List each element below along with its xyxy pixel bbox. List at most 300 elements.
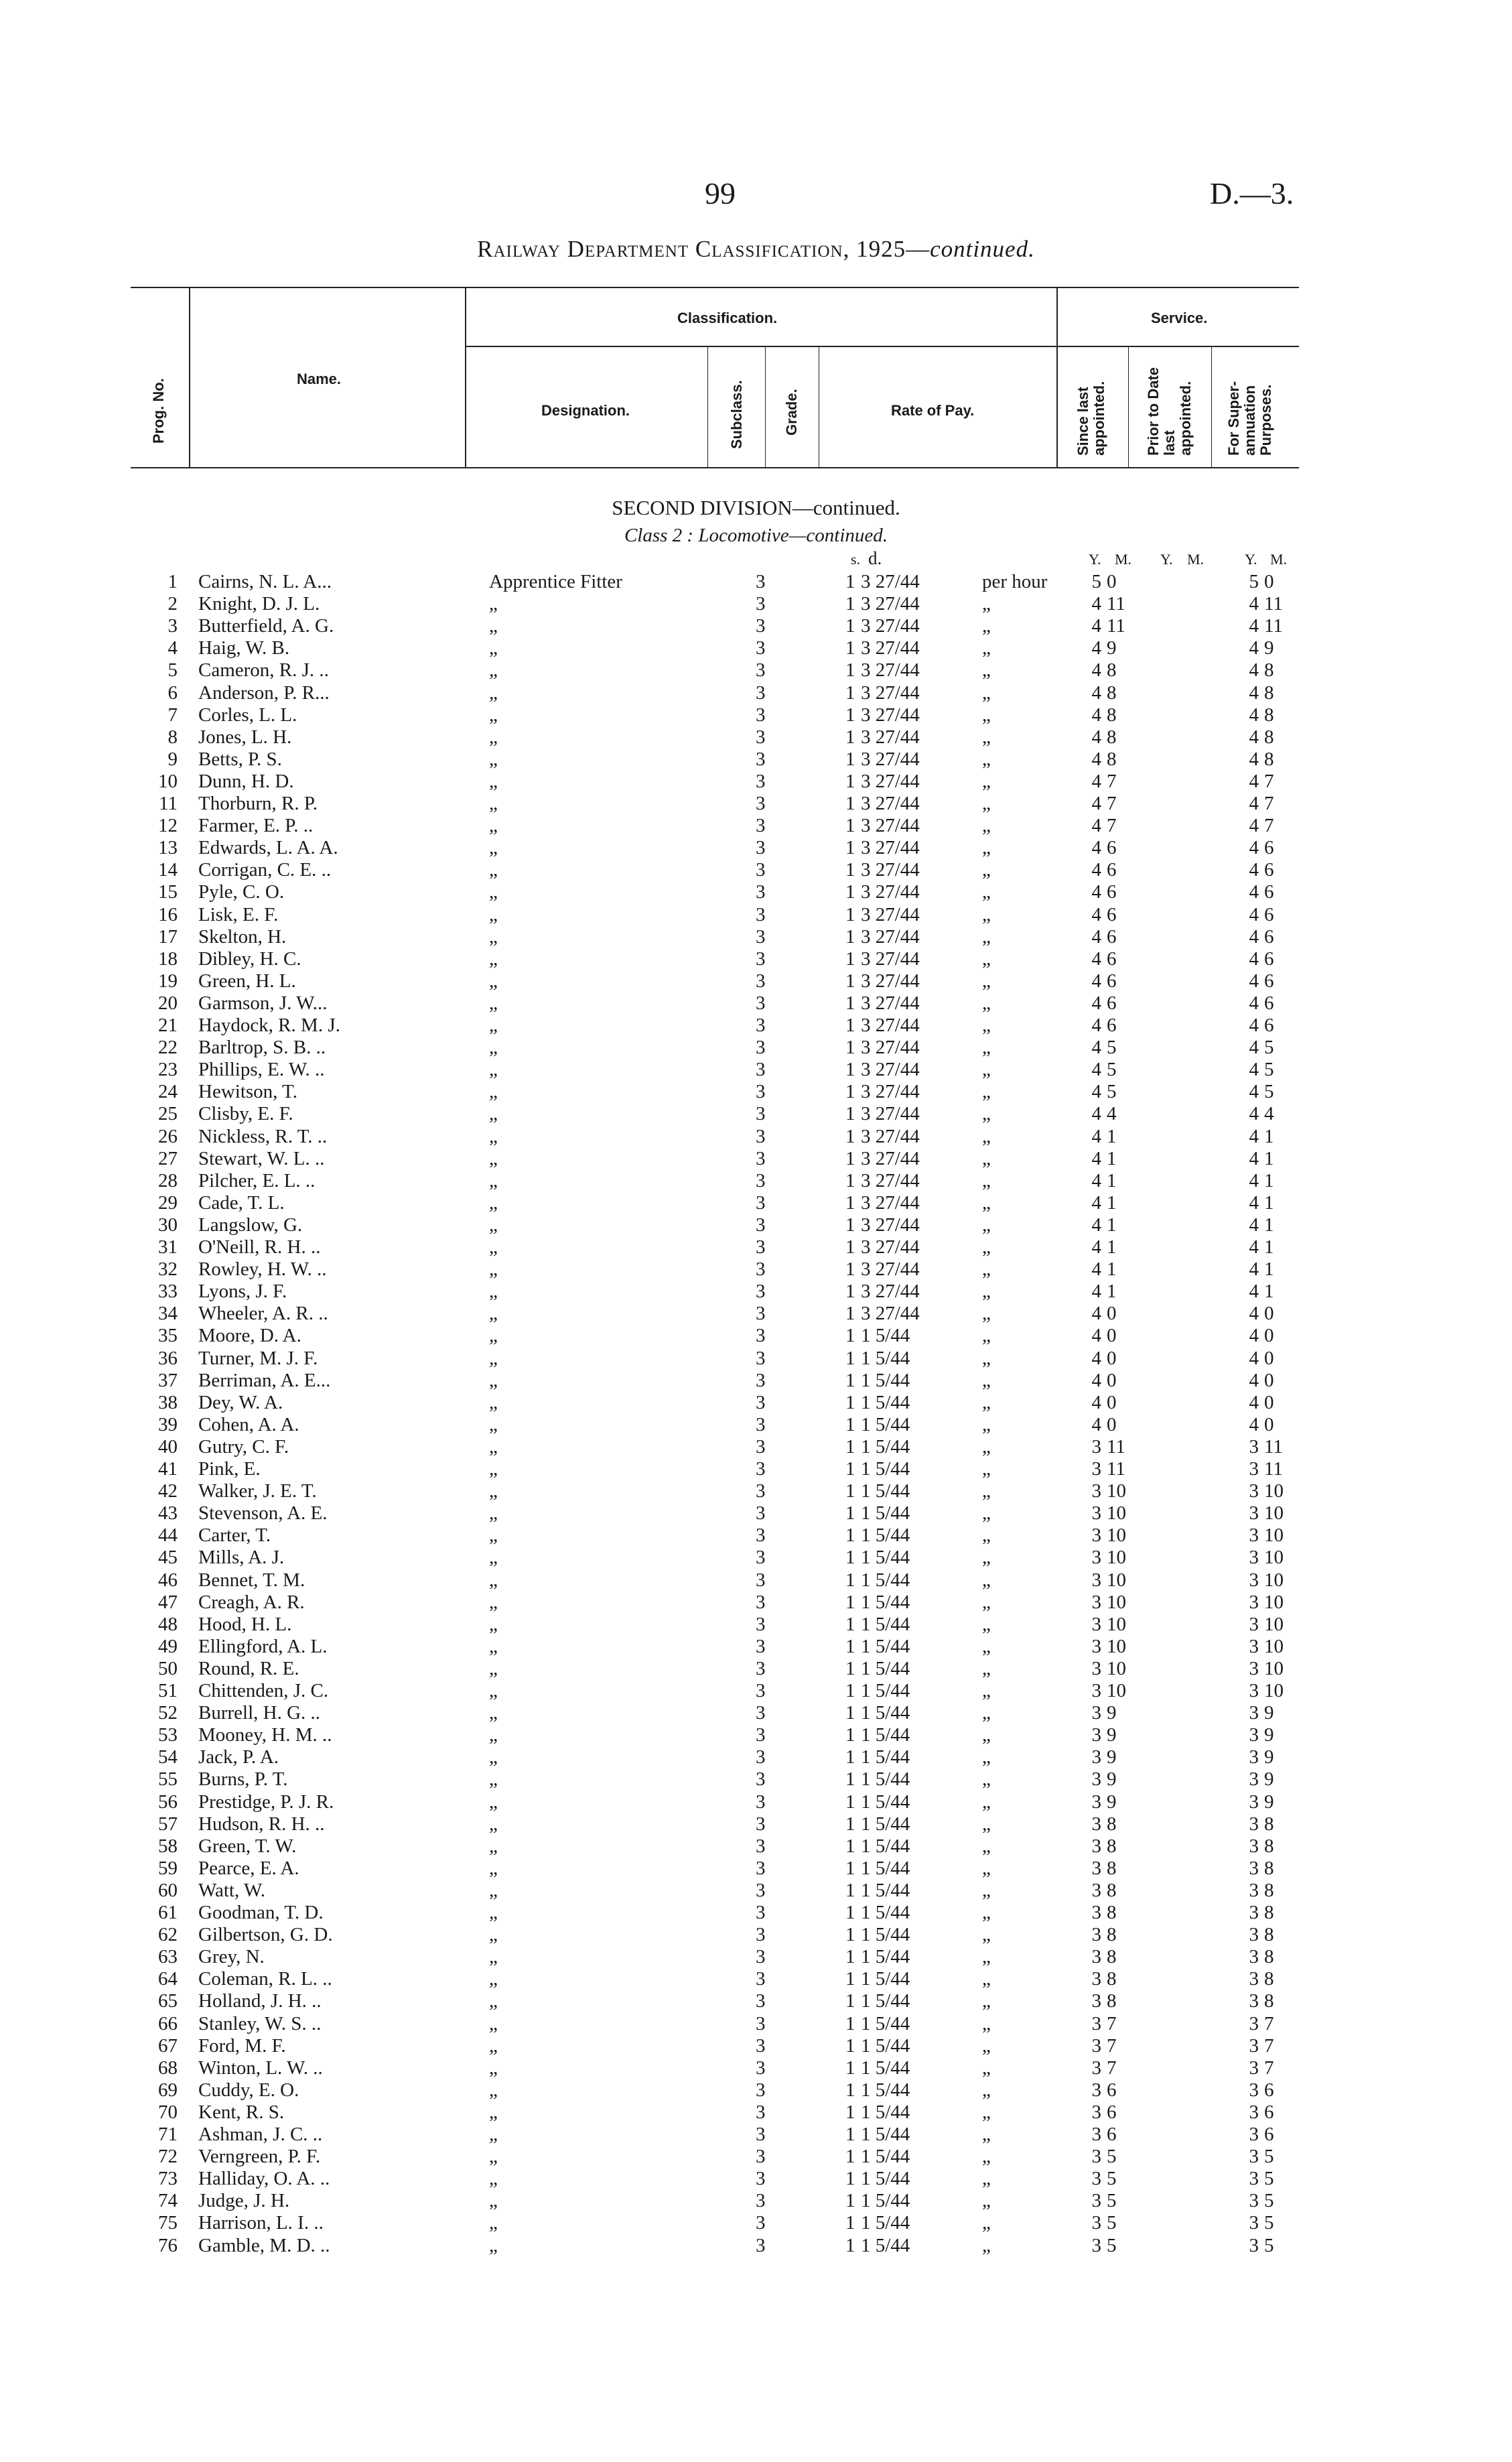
super-years: 4 <box>1249 615 1259 637</box>
super-months: 5 <box>1264 2190 1274 2211</box>
since-months: 10 <box>1107 1636 1126 1657</box>
since-months: 7 <box>1107 815 1117 836</box>
super-months: 8 <box>1264 1902 1274 1923</box>
super-years: 3 <box>1249 2124 1259 2145</box>
rate-of-pay: 3 27/44 <box>861 615 920 637</box>
subclass: 3 <box>756 1968 766 1990</box>
since-years: 3 <box>1091 1458 1101 1480</box>
table-row <box>0 904 1512 925</box>
rate-of-pay: 1 5/44 <box>861 1414 910 1435</box>
super-years: 4 <box>1249 904 1259 925</box>
since-years: 3 <box>1091 1746 1101 1768</box>
grade: 1 <box>845 2035 855 2057</box>
table-row <box>0 1480 1512 1502</box>
super-months: 1 <box>1264 1192 1274 1214</box>
since-years: 3 <box>1091 1525 1101 1546</box>
table-row <box>0 704 1512 726</box>
super-months: 9 <box>1264 1746 1274 1768</box>
designation: „ <box>489 1214 498 1236</box>
designation: „ <box>489 948 498 970</box>
since-months: 5 <box>1107 2168 1117 2189</box>
since-months: 6 <box>1107 2079 1117 2101</box>
row-number: 35 <box>158 1325 178 1346</box>
grade: 1 <box>845 682 855 704</box>
row-number: 17 <box>158 926 178 948</box>
super-years: 4 <box>1249 1258 1259 1280</box>
table-row <box>0 1170 1512 1191</box>
designation: „ <box>489 881 498 903</box>
since-months: 8 <box>1107 1880 1117 1901</box>
employee-name: Ellingford, A. L. <box>198 1636 328 1657</box>
subclass: 3 <box>756 1392 766 1413</box>
super-years: 4 <box>1249 815 1259 836</box>
employee-name: Pilcher, E. L. .. <box>198 1170 316 1191</box>
employee-name: Round, R. E. <box>198 1658 299 1679</box>
designation: „ <box>489 726 498 748</box>
table-row <box>0 1525 1512 1546</box>
rate-of-pay: 1 5/44 <box>861 1636 910 1657</box>
super-years: 4 <box>1249 682 1259 704</box>
row-number: 55 <box>158 1768 178 1790</box>
grade: 1 <box>845 1880 855 1901</box>
table-row <box>0 749 1512 770</box>
rate-unit: „ <box>982 1547 991 1568</box>
rate-unit: „ <box>982 1392 991 1413</box>
super-years: 4 <box>1249 1370 1259 1391</box>
since-years: 4 <box>1091 1414 1101 1435</box>
since-months: 10 <box>1107 1502 1126 1524</box>
rate-unit: „ <box>982 1680 991 1701</box>
super-months: 7 <box>1264 793 1274 814</box>
grade: 1 <box>845 1258 855 1280</box>
rate-of-pay: 1 5/44 <box>861 1724 910 1746</box>
super-months: 9 <box>1264 1768 1274 1790</box>
employee-name: Mooney, H. M. .. <box>198 1724 332 1746</box>
super-years: 4 <box>1249 704 1259 726</box>
grade: 1 <box>845 2212 855 2233</box>
since-years: 4 <box>1091 1170 1101 1191</box>
table-row <box>0 1569 1512 1591</box>
row-number: 20 <box>158 992 178 1014</box>
super-months: 10 <box>1264 1480 1284 1502</box>
employee-name: Verngreen, P. F. <box>198 2146 321 2167</box>
row-number: 37 <box>158 1370 178 1391</box>
employee-name: Prestidge, P. J. R. <box>198 1791 334 1813</box>
designation: „ <box>489 1614 498 1635</box>
super-years: 3 <box>1249 1614 1259 1635</box>
rate-of-pay: 1 5/44 <box>861 1614 910 1635</box>
rate-unit: „ <box>982 1370 991 1391</box>
rate-unit: „ <box>982 1946 991 1967</box>
super-months: 8 <box>1264 659 1274 681</box>
super-years: 3 <box>1249 1724 1259 1746</box>
employee-name: Hood, H. L. <box>198 1614 292 1635</box>
super-years: 3 <box>1249 1680 1259 1701</box>
table-row <box>0 2212 1512 2233</box>
employee-name: Ashman, J. C. .. <box>198 2124 323 2145</box>
since-months: 8 <box>1107 1990 1117 2012</box>
grade: 1 <box>845 1990 855 2012</box>
since-years: 3 <box>1091 1569 1101 1591</box>
since-years: 4 <box>1091 970 1101 992</box>
rate-of-pay: 1 5/44 <box>861 1480 910 1502</box>
rate-of-pay: 3 27/44 <box>861 1081 920 1102</box>
designation: „ <box>489 1348 498 1369</box>
designation: „ <box>489 1835 498 1857</box>
table-row <box>0 1813 1512 1835</box>
since-months: 0 <box>1107 571 1117 592</box>
table-row <box>0 1614 1512 1635</box>
rate-of-pay: 1 5/44 <box>861 1880 910 1901</box>
designation: „ <box>489 1502 498 1524</box>
row-number: 56 <box>158 1791 178 1813</box>
since-months: 7 <box>1107 2057 1117 2079</box>
table-row <box>0 1126 1512 1147</box>
grade: 1 <box>845 1458 855 1480</box>
super-months: 5 <box>1264 2212 1274 2233</box>
super-years: 3 <box>1249 1458 1259 1480</box>
subclass: 3 <box>756 1614 766 1635</box>
employee-name: Dunn, H. D. <box>198 771 294 792</box>
row-number: 75 <box>158 2212 178 2233</box>
rate-unit: „ <box>982 1746 991 1768</box>
super-months: 9 <box>1264 637 1274 659</box>
employee-name: Hewitson, T. <box>198 1081 297 1102</box>
subclass: 3 <box>756 815 766 836</box>
subclass: 3 <box>756 2057 766 2079</box>
subclass: 3 <box>756 837 766 858</box>
since-years: 4 <box>1091 682 1101 704</box>
super-months: 6 <box>1264 948 1274 970</box>
since-years: 4 <box>1091 926 1101 948</box>
row-number: 67 <box>158 2035 178 2057</box>
super-years: 3 <box>1249 1592 1259 1613</box>
page-title <box>0 236 1512 263</box>
rate-of-pay: 3 27/44 <box>861 793 920 814</box>
table-row <box>0 859 1512 881</box>
subclass: 3 <box>756 2035 766 2057</box>
rate-unit: „ <box>982 793 991 814</box>
since-months: 9 <box>1107 637 1117 659</box>
since-months: 6 <box>1107 948 1117 970</box>
subclass: 3 <box>756 571 766 592</box>
designation: „ <box>489 2101 498 2123</box>
grade: 1 <box>845 1636 855 1657</box>
rate-unit: „ <box>982 1813 991 1835</box>
designation: „ <box>489 793 498 814</box>
since-years: 4 <box>1091 1037 1101 1058</box>
subclass: 3 <box>756 992 766 1014</box>
grade: 1 <box>845 2057 855 2079</box>
designation: „ <box>489 2235 498 2256</box>
table-row <box>0 1303 1512 1324</box>
super-years: 3 <box>1249 1436 1259 1457</box>
subclass: 3 <box>756 1126 766 1147</box>
designation: „ <box>489 593 498 614</box>
designation: „ <box>489 1059 498 1080</box>
subclass: 3 <box>756 1924 766 1945</box>
header-classification: Classification. <box>677 310 778 326</box>
super-months: 6 <box>1264 881 1274 903</box>
since-years: 4 <box>1091 771 1101 792</box>
super-months: 0 <box>1264 1348 1274 1369</box>
subclass: 3 <box>756 593 766 614</box>
header-prog-no: Prog. No. <box>150 378 167 444</box>
rate-unit: „ <box>982 1192 991 1214</box>
row-number: 10 <box>158 771 178 792</box>
row-number: 69 <box>158 2079 178 2101</box>
rate-unit: „ <box>982 2079 991 2101</box>
subclass: 3 <box>756 1037 766 1058</box>
rate-of-pay: 3 27/44 <box>861 571 920 592</box>
employee-name: Pink, E. <box>198 1458 261 1480</box>
grade: 1 <box>845 749 855 770</box>
rate-unit: per hour <box>982 571 1048 592</box>
super-years: 4 <box>1249 726 1259 748</box>
since-years: 3 <box>1091 1547 1101 1568</box>
designation: „ <box>489 1414 498 1435</box>
employee-name: O'Neill, R. H. .. <box>198 1236 321 1258</box>
designation: „ <box>489 2212 498 2233</box>
since-months: 5 <box>1107 2212 1117 2233</box>
employee-name: Corrigan, C. E. .. <box>198 859 332 881</box>
rate-unit: „ <box>982 2101 991 2123</box>
row-number: 62 <box>158 1924 178 1945</box>
subclass: 3 <box>756 859 766 881</box>
employee-name: Winton, L. W. .. <box>198 2057 323 2079</box>
employee-name: Halliday, O. A. .. <box>198 2168 330 2189</box>
rate-of-pay: 1 5/44 <box>861 1813 910 1835</box>
rate-unit: „ <box>982 1525 991 1546</box>
subclass: 3 <box>756 637 766 659</box>
super-years: 4 <box>1249 881 1259 903</box>
grade: 1 <box>845 1592 855 1613</box>
designation: „ <box>489 2079 498 2101</box>
super-months: 6 <box>1264 2124 1274 2145</box>
subclass: 3 <box>756 1303 766 1324</box>
row-number: 15 <box>158 881 178 903</box>
row-number: 41 <box>158 1458 178 1480</box>
subclass: 3 <box>756 881 766 903</box>
super-months: 10 <box>1264 1502 1284 1524</box>
rate-unit: „ <box>982 1702 991 1724</box>
super-months: 0 <box>1264 1325 1274 1346</box>
designation: „ <box>489 1569 498 1591</box>
designation: „ <box>489 992 498 1014</box>
table-row <box>0 1148 1512 1169</box>
subclass: 3 <box>756 1081 766 1102</box>
super-months: 8 <box>1264 1990 1274 2012</box>
since-months: 11 <box>1107 1436 1125 1457</box>
table-row <box>0 1880 1512 1901</box>
since-years: 4 <box>1091 1303 1101 1324</box>
grade: 1 <box>845 948 855 970</box>
super-years: 4 <box>1249 948 1259 970</box>
row-number: 44 <box>158 1525 178 1546</box>
super-years: 3 <box>1249 1968 1259 1990</box>
since-months: 8 <box>1107 682 1117 704</box>
table-row <box>0 1835 1512 1857</box>
employee-name: Clisby, E. F. <box>198 1103 293 1124</box>
rate-of-pay: 3 27/44 <box>861 1015 920 1036</box>
row-number: 76 <box>158 2235 178 2256</box>
subclass: 3 <box>756 1880 766 1901</box>
rate-unit: „ <box>982 1348 991 1369</box>
subclass: 3 <box>756 1547 766 1568</box>
super-years: 3 <box>1249 1525 1259 1546</box>
rate-of-pay: 3 27/44 <box>861 904 920 925</box>
since-years: 3 <box>1091 1924 1101 1945</box>
rate-unit: „ <box>982 948 991 970</box>
super-years: 3 <box>1249 1569 1259 1591</box>
header-subclass: Subclass. <box>728 380 745 449</box>
subclass: 3 <box>756 1214 766 1236</box>
rate-of-pay: 1 5/44 <box>861 1791 910 1813</box>
employee-name: Barltrop, S. B. .. <box>198 1037 326 1058</box>
grade: 1 <box>845 726 855 748</box>
rate-of-pay: 1 5/44 <box>861 1569 910 1591</box>
rate-of-pay: 1 5/44 <box>861 1325 910 1346</box>
rate-unit: „ <box>982 682 991 704</box>
rate-unit: „ <box>982 1569 991 1591</box>
employee-name: Cade, T. L. <box>198 1192 285 1214</box>
subclass: 3 <box>756 1103 766 1124</box>
super-months: 1 <box>1264 1148 1274 1169</box>
super-months: 10 <box>1264 1636 1284 1657</box>
designation: „ <box>489 1458 498 1480</box>
subclass: 3 <box>756 1370 766 1391</box>
page-number: 99 <box>705 176 736 210</box>
table-row <box>0 948 1512 970</box>
grade: 1 <box>845 1502 855 1524</box>
super-years: 3 <box>1249 1636 1259 1657</box>
rate-unit: „ <box>982 615 991 637</box>
employee-name: Moore, D. A. <box>198 1325 301 1346</box>
since-months: 8 <box>1107 704 1117 726</box>
table-row <box>0 1658 1512 1679</box>
super-months: 6 <box>1264 859 1274 881</box>
rate-unit: „ <box>982 1325 991 1346</box>
table-row <box>0 1370 1512 1391</box>
super-months: 1 <box>1264 1281 1274 1302</box>
grade: 1 <box>845 1348 855 1369</box>
super-months: 7 <box>1264 2035 1274 2057</box>
rate-of-pay: 1 5/44 <box>861 1680 910 1701</box>
super-years: 3 <box>1249 1502 1259 1524</box>
since-years: 3 <box>1091 2079 1101 2101</box>
row-number: 59 <box>158 1858 178 1879</box>
super-months: 8 <box>1264 1880 1274 1901</box>
employee-name: Corles, L. L. <box>198 704 297 726</box>
row-number: 1 <box>167 571 178 592</box>
rate-unit: „ <box>982 2168 991 2189</box>
employee-name: Green, T. W. <box>198 1835 297 1857</box>
table-row <box>0 1502 1512 1524</box>
rate-of-pay: 1 5/44 <box>861 1392 910 1413</box>
rate-of-pay: 3 27/44 <box>861 637 920 659</box>
grade: 1 <box>845 837 855 858</box>
row-number: 45 <box>158 1547 178 1568</box>
super-years: 3 <box>1249 1547 1259 1568</box>
table-row <box>0 1236 1512 1258</box>
subclass: 3 <box>756 926 766 948</box>
since-months: 1 <box>1107 1170 1117 1191</box>
designation: „ <box>489 637 498 659</box>
rate-of-pay: 1 5/44 <box>861 2035 910 2057</box>
rate-unit: „ <box>982 926 991 948</box>
super-months: 8 <box>1264 704 1274 726</box>
row-number: 11 <box>159 793 178 814</box>
rate-unit: „ <box>982 1170 991 1191</box>
rate-of-pay: 3 27/44 <box>861 1126 920 1147</box>
rate-unit: „ <box>982 1281 991 1302</box>
row-number: 53 <box>158 1724 178 1746</box>
grade: 1 <box>845 1148 855 1169</box>
designation: „ <box>489 904 498 925</box>
super-years: 3 <box>1249 2013 1259 2034</box>
rate-unit: „ <box>982 1990 991 2012</box>
since-years: 3 <box>1091 1592 1101 1613</box>
since-months: 8 <box>1107 1813 1117 1835</box>
super-years: 3 <box>1249 2101 1259 2123</box>
rate-unit: „ <box>982 1858 991 1879</box>
since-years: 4 <box>1091 615 1101 637</box>
row-number: 71 <box>158 2124 178 2145</box>
unit-pence: d. <box>868 548 882 568</box>
designation: „ <box>489 970 498 992</box>
grade: 1 <box>845 1192 855 1214</box>
table-row <box>0 970 1512 992</box>
grade: 1 <box>845 1791 855 1813</box>
since-years: 3 <box>1091 2057 1101 2079</box>
designation: „ <box>489 704 498 726</box>
subclass: 3 <box>756 1170 766 1191</box>
designation: „ <box>489 1436 498 1457</box>
since-years: 3 <box>1091 1436 1101 1457</box>
super-months: 5 <box>1264 1037 1274 1058</box>
since-months: 6 <box>1107 904 1117 925</box>
designation: „ <box>489 2124 498 2145</box>
rate-unit: „ <box>982 593 991 614</box>
super-months: 6 <box>1264 904 1274 925</box>
designation: „ <box>489 837 498 858</box>
designation: „ <box>489 1724 498 1746</box>
row-number: 7 <box>167 704 178 726</box>
table-row <box>0 1458 1512 1480</box>
super-months: 1 <box>1264 1170 1274 1191</box>
employee-name: Nickless, R. T. .. <box>198 1126 328 1147</box>
super-months: 8 <box>1264 726 1274 748</box>
designation: „ <box>489 1658 498 1679</box>
table-row <box>0 1414 1512 1435</box>
rate-of-pay: 1 5/44 <box>861 2235 910 2256</box>
super-years: 3 <box>1249 1880 1259 1901</box>
table-row <box>0 1768 1512 1790</box>
grade: 1 <box>845 859 855 881</box>
since-years: 3 <box>1091 1768 1101 1790</box>
rate-unit: „ <box>982 1103 991 1124</box>
since-months: 7 <box>1107 771 1117 792</box>
document-reference: D.—3. <box>1210 176 1294 210</box>
since-months: 0 <box>1107 1348 1117 1369</box>
since-months: 9 <box>1107 1724 1117 1746</box>
rate-of-pay: 3 27/44 <box>861 1170 920 1191</box>
employee-name: Knight, D. J. L. <box>198 593 320 614</box>
rate-of-pay: 3 27/44 <box>861 1214 920 1236</box>
employee-name: Betts, P. S. <box>198 749 282 770</box>
grade: 1 <box>845 1946 855 1967</box>
since-months: 5 <box>1107 1081 1117 1102</box>
